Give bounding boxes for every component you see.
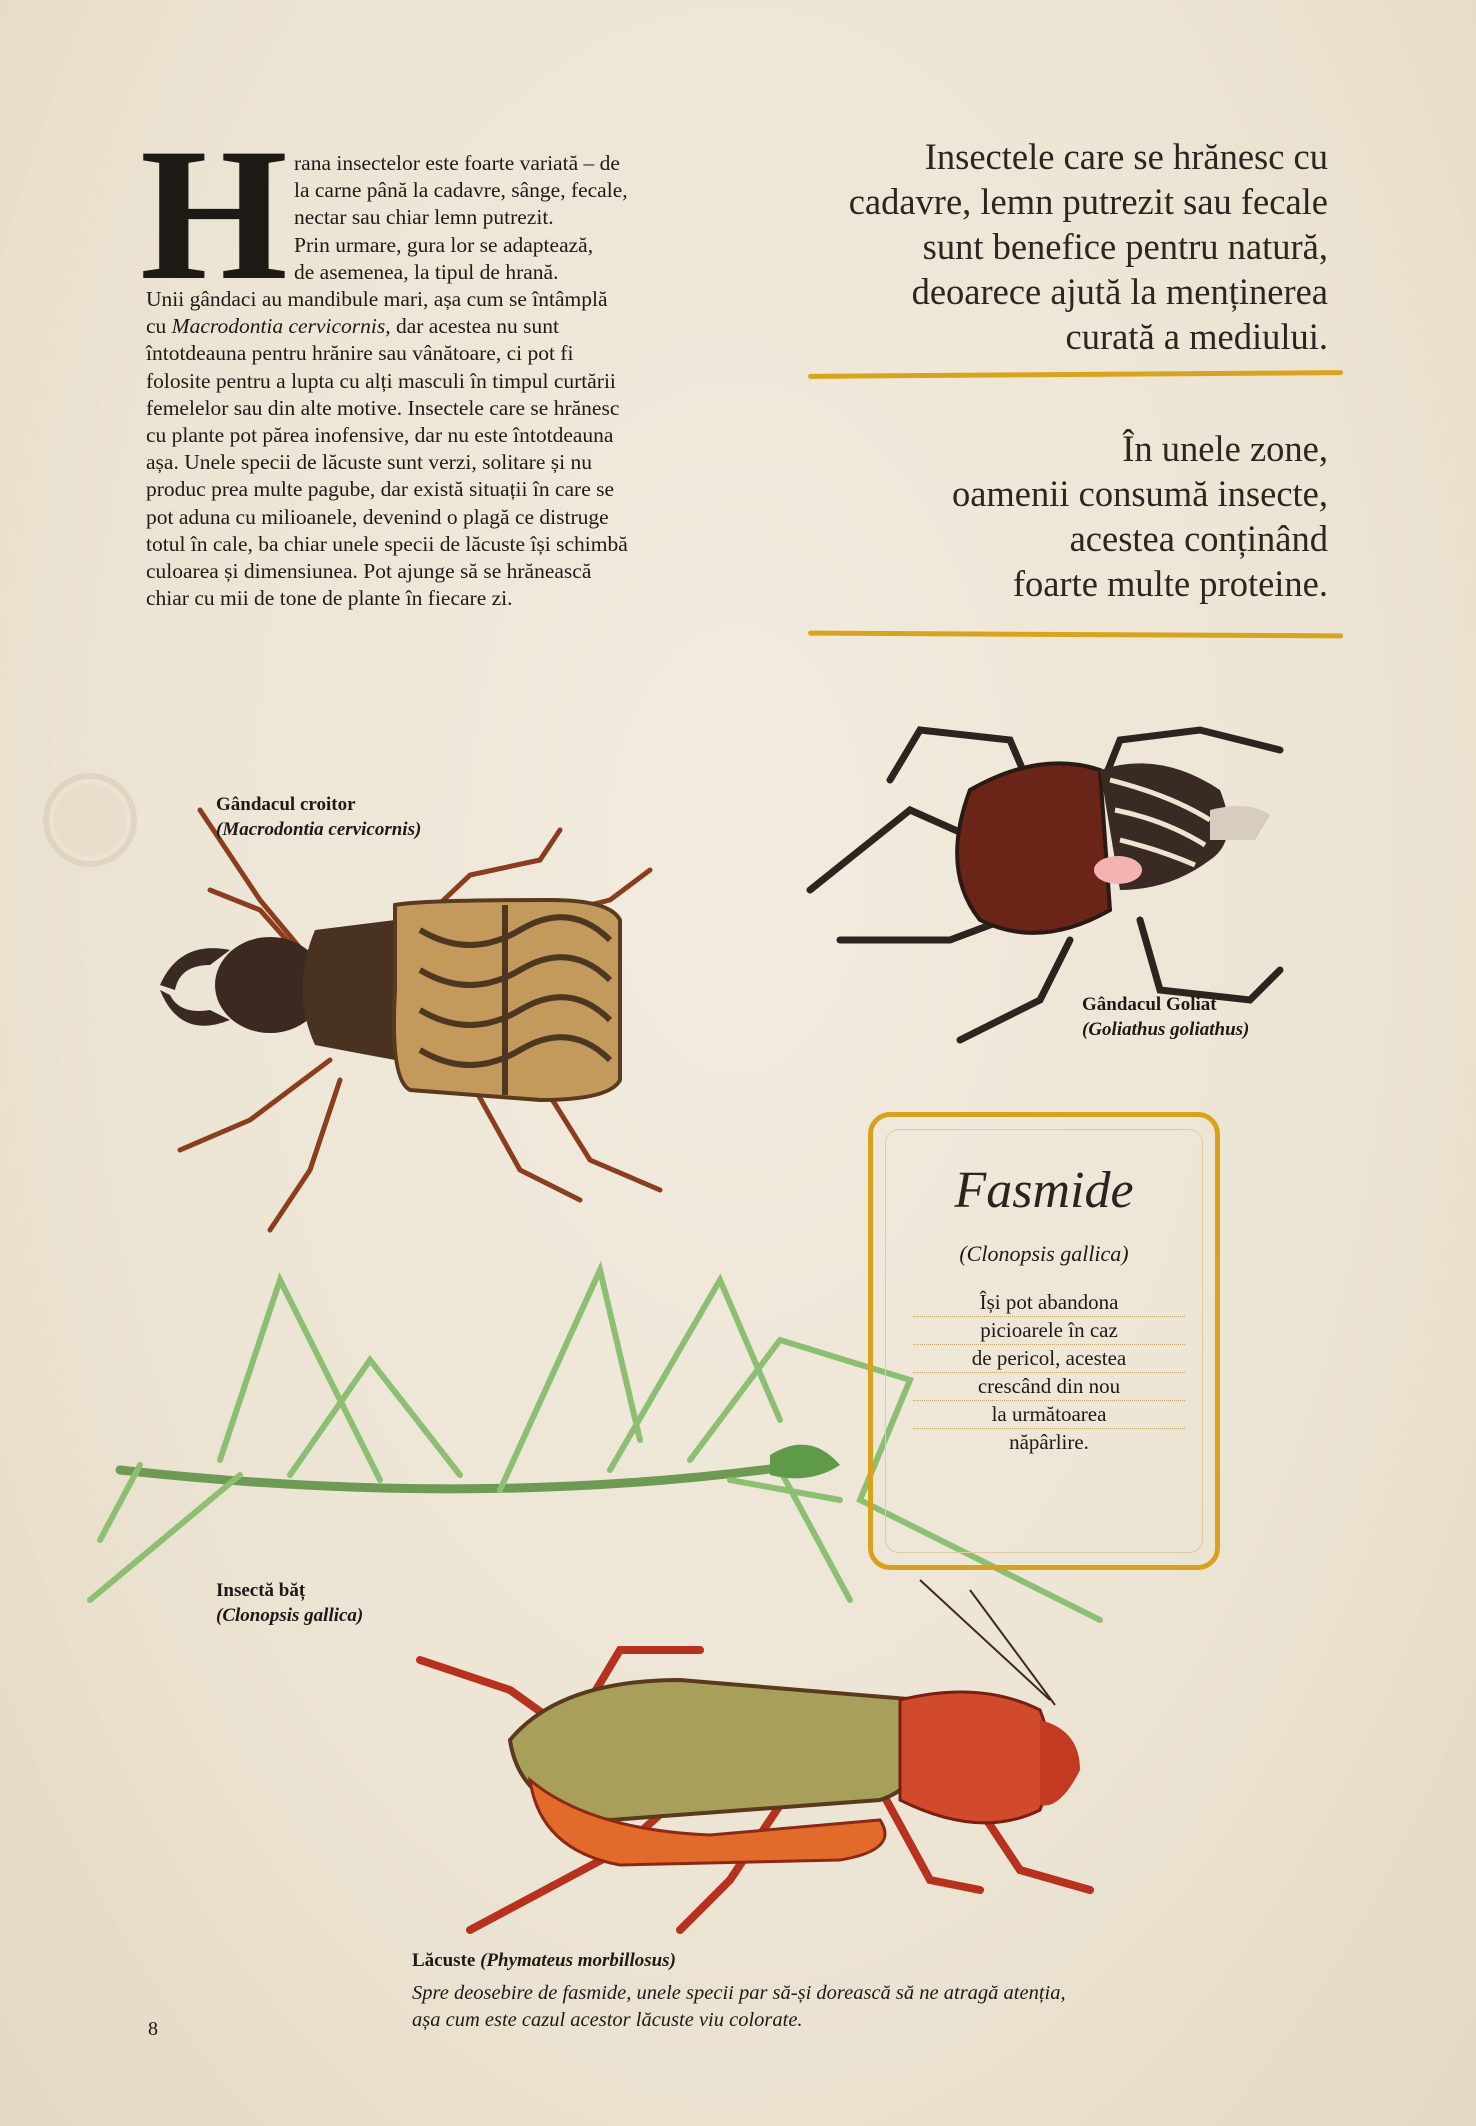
callout-line: Își pot abandona xyxy=(913,1289,1185,1317)
quote-line: acestea conținând xyxy=(1069,518,1328,559)
quote-line: curată a mediului. xyxy=(1065,316,1328,357)
intro-line: femelelor sau din alte motive. Insectele care se hrănesc xyxy=(146,395,620,420)
intro-line: totul în cale, ba chiar unele specii de lăcuste își schimbă xyxy=(146,531,628,556)
callout-title: Fasmide xyxy=(954,1162,1134,1219)
quote-line: cadavre, lemn putrezit sau fecale xyxy=(848,181,1328,222)
intro-line: pot aduna cu milioanele, devenind o plagă ce distruge xyxy=(146,504,609,529)
caption-name: Gândacul Goliat xyxy=(1082,994,1217,1015)
callout-text xyxy=(913,1289,1185,1456)
pull-quote-2 xyxy=(708,426,1328,606)
caption-name: Gândacul croitor xyxy=(216,794,356,815)
callout-subtitle: (Clonopsis gallica) xyxy=(959,1241,1129,1266)
page-number: 8 xyxy=(148,2018,158,2040)
intro-line: culoarea și dimensiunea. Pot ajunge să se hrănească xyxy=(146,559,592,584)
caption-latin: (Phymateus morbillosus) xyxy=(480,1950,676,1971)
intro-line: rana insectelor este foarte variată – de xyxy=(294,151,620,175)
callout-line: de pericol, acestea xyxy=(913,1345,1185,1373)
paper-stain xyxy=(40,770,140,870)
longhorn-beetle-illustration xyxy=(140,790,740,1250)
quote-line: În unele zone, xyxy=(1122,428,1328,469)
intro-line: chiar cu mii de tone de plante în fiecare zi. xyxy=(146,586,513,611)
quote-rule xyxy=(808,631,1343,639)
quote-line: sunt benefice pentru natură, xyxy=(922,226,1328,267)
intro-line xyxy=(146,313,726,340)
caption-latin: (Goliathus goliathus) xyxy=(1082,1019,1250,1040)
quote-rule xyxy=(808,370,1343,379)
intro-line: Unii gândaci au mandibule mari, așa cum se întâmplă xyxy=(146,287,608,312)
intro-line: de asemenea, la tipul de hrană. xyxy=(294,259,559,284)
quote-line: Insectele care se hrănesc cu xyxy=(924,136,1328,177)
intro-paragraph xyxy=(146,150,726,612)
caption-croitor xyxy=(216,792,421,842)
caption-goliat xyxy=(1082,992,1249,1042)
fasmide-callout xyxy=(868,1112,1220,1570)
pull-quote-1 xyxy=(708,134,1328,359)
grasshopper-illustration xyxy=(360,1590,1120,1940)
intro-line: Prin urmare, gura lor se adaptează, xyxy=(294,232,594,257)
callout-line: la următoarea xyxy=(913,1401,1185,1429)
species-name: Macrodontia cervicornis, xyxy=(171,314,391,339)
intro-line: cu plante pot părea inofensive, dar nu este întotdeauna xyxy=(146,423,614,448)
caption-latin: (Clonopsis gallica) xyxy=(216,1605,364,1626)
intro-line: produc prea multe pagube, dar există situații în care se xyxy=(146,477,615,502)
quote-line: deoarece ajută la menținerea xyxy=(911,271,1328,312)
caption-line: Spre deosebire de fasmide, unele specii par să-și dorească să ne atragă atenția, xyxy=(412,1982,1066,2004)
caption-lacuste xyxy=(412,1948,676,1973)
lacuste-description xyxy=(412,1980,1172,2034)
intro-line: la carne până la cadavre, sânge, fecale, xyxy=(294,178,628,203)
intro-text: dar acestea nu sunt xyxy=(390,314,559,339)
callout-line: năpârlire. xyxy=(1009,1430,1089,1454)
quote-line: oamenii consumă insecte, xyxy=(951,473,1328,514)
callout-line: crescând din nou xyxy=(913,1373,1185,1401)
caption-line: așa cum este cazul acestor lăcuste viu colorate. xyxy=(412,2009,803,2031)
caption-name: Insectă băț xyxy=(216,1580,306,1601)
callout-line: picioarele în caz xyxy=(913,1317,1185,1345)
quote-line: foarte multe proteine. xyxy=(1012,563,1328,604)
intro-line: folosite pentru a lupta cu alți masculi în timpul curtării xyxy=(146,368,616,393)
caption-latin: (Macrodontia cervicornis) xyxy=(216,819,422,840)
intro-line: nectar sau chiar lemn putrezit. xyxy=(294,205,554,230)
intro-line: întotdeauna pentru hrănire sau vânătoare, ci pot fi xyxy=(146,341,574,366)
drop-cap: H xyxy=(140,110,284,320)
intro-text: cu xyxy=(146,314,172,339)
caption-name: Lăcuste xyxy=(412,1950,476,1971)
caption-bat xyxy=(216,1578,363,1628)
intro-line: așa. Unele specii de lăcuste sunt verzi, solitare și nu xyxy=(146,450,592,475)
